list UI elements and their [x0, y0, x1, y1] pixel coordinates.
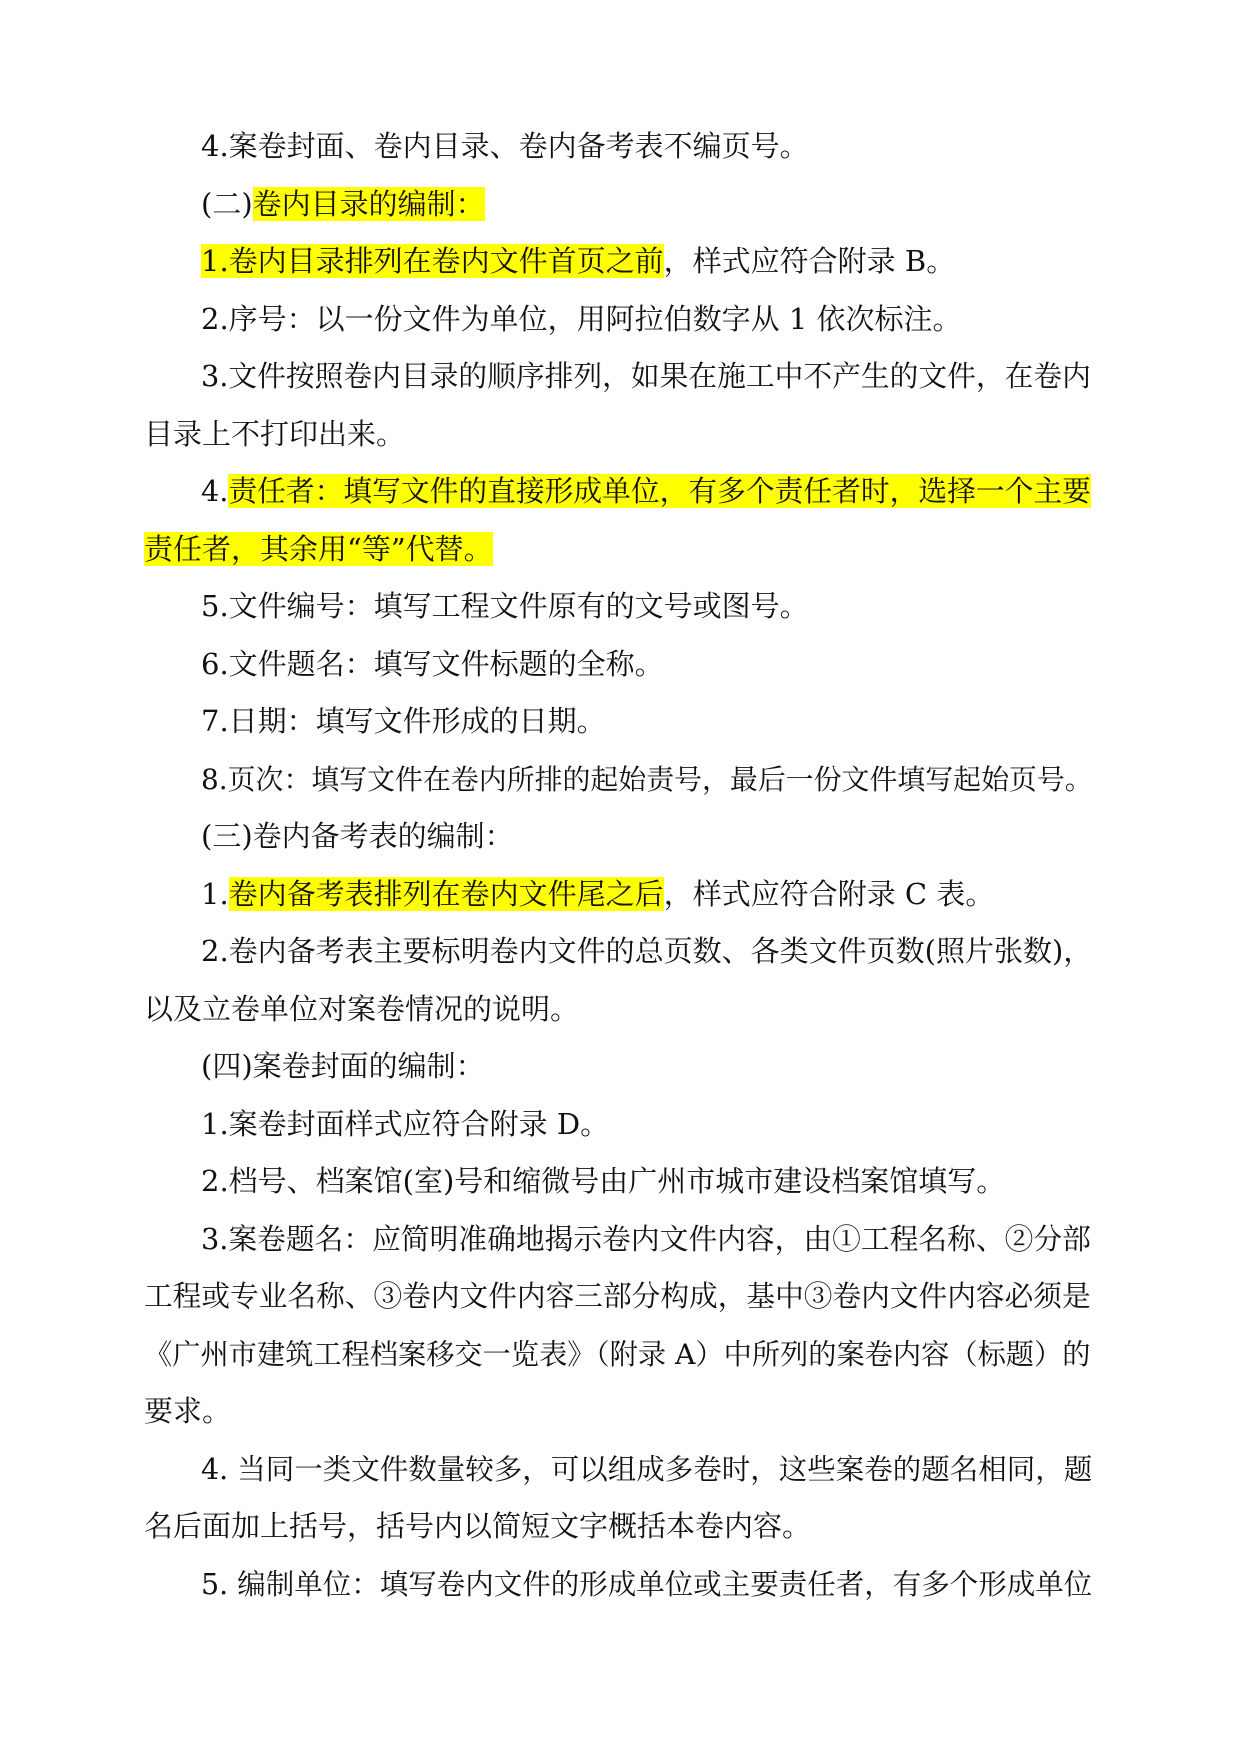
- paragraph-line: [144, 751, 1096, 809]
- highlighted-text: 卷内目录的编制：: [252, 186, 485, 221]
- paragraph-line: [144, 981, 1096, 1039]
- highlighted-text: 责任者：填写文件的直接形成单位，有多个责任者时，选择一个主要: [228, 474, 1091, 508]
- line-text: 2.卷内备考表主要标明卷内文件的总页数、各类文件页数(照片张数)，: [201, 934, 1093, 968]
- line-text: 目录上不打印出来。: [144, 416, 406, 451]
- paragraph-line: [144, 1096, 1096, 1154]
- line-text: 《广州市建筑工程档案移交一览表》（附录 A）中所列的案卷内容（标题）的: [144, 1337, 1091, 1371]
- highlighted-text: 卷内备考表排列在卷内文件尾之后: [228, 876, 664, 911]
- paragraph-line: [144, 406, 1096, 464]
- paragraph-line: [144, 1153, 1096, 1211]
- highlighted-text: 1.卷内目录排列在卷内文件首页之前: [201, 244, 664, 278]
- line-text: 要求。: [144, 1394, 232, 1428]
- paragraph-line: [144, 1326, 1096, 1384]
- paragraph-line: [144, 578, 1096, 636]
- line-text: 3.案卷题名：应简明准确地揭示卷内文件内容，由①工程名称、②分部: [201, 1221, 1091, 1256]
- paragraph-line: [144, 521, 1096, 579]
- line-text: 5. 编制单位：填写卷内文件的形成单位或主要责任者，有多个形成单位: [201, 1567, 1093, 1601]
- document-page: [144, 118, 1096, 1613]
- highlighted-text: 责任者，其余用“等”代替。: [144, 531, 493, 566]
- line-text: 1.: [201, 876, 229, 911]
- paragraph-line: [144, 693, 1096, 751]
- paragraph-line: [144, 1556, 1096, 1614]
- line-text: 3.文件按照卷内目录的顺序排列，如果在施工中不产生的文件，在卷内: [201, 359, 1091, 393]
- line-text: 名后面加上括号，括号内以简短文字概括本卷内容。: [144, 1509, 812, 1543]
- line-text: 工程或专业名称、③卷内文件内容三部分构成，基中③卷内文件内容必须是: [144, 1279, 1091, 1313]
- line-text: (四)案卷封面的编制：: [201, 1049, 485, 1083]
- line-text: (二): [201, 186, 253, 221]
- line-text: 7.日期：填写文件形成的日期。: [201, 704, 606, 738]
- paragraph-line: [144, 1383, 1096, 1441]
- section-heading: [144, 808, 1096, 866]
- paragraph-line: [144, 291, 1096, 349]
- paragraph-line: [144, 1441, 1096, 1499]
- line-text: 4. 当同一类文件数量较多，可以组成多卷时，这些案卷的题名相同，题: [201, 1452, 1093, 1486]
- line-text: 2.序号：以一份文件为单位，用阿拉伯数字从 1 依次标注。: [201, 301, 962, 336]
- section-heading: [144, 1038, 1096, 1096]
- line-text: ，样式应符合附录 B。: [663, 244, 956, 278]
- line-text: (三)卷内备考表的编制：: [201, 819, 514, 853]
- section-heading: [144, 176, 1096, 234]
- paragraph-line: [144, 866, 1096, 924]
- paragraph-line: [144, 636, 1096, 694]
- line-text: 2.档号、档案馆(室)号和缩微号由广州市城市建设档案馆填写。: [201, 1164, 1006, 1198]
- line-text: 1.案卷封面样式应符合附录 D。: [201, 1106, 610, 1141]
- line-text: 4.案卷封面、卷内目录、卷内备考表不编页号。: [201, 129, 809, 163]
- paragraph-line: [144, 118, 1096, 176]
- paragraph-line: [144, 1498, 1096, 1556]
- paragraph-line: [144, 1211, 1096, 1269]
- line-text: 5.文件编号：填写工程文件原有的文号或图号。: [201, 589, 809, 623]
- line-text: ，样式应符合附录 C 表。: [663, 876, 995, 911]
- paragraph-line: [144, 923, 1096, 981]
- paragraph-line: [144, 1268, 1096, 1326]
- line-text: 8.页次：填写文件在卷内所排的起始责号，最后一份文件填写起始页号。: [201, 762, 1093, 796]
- paragraph-line: [144, 348, 1096, 406]
- paragraph-line: [144, 233, 1096, 291]
- line-text: 6.文件题名：填写文件标题的全称。: [201, 646, 664, 681]
- paragraph-line: [144, 463, 1096, 521]
- line-text: 以及立卷单位对案卷情况的说明。: [144, 991, 580, 1026]
- line-text: 4.: [201, 474, 229, 508]
